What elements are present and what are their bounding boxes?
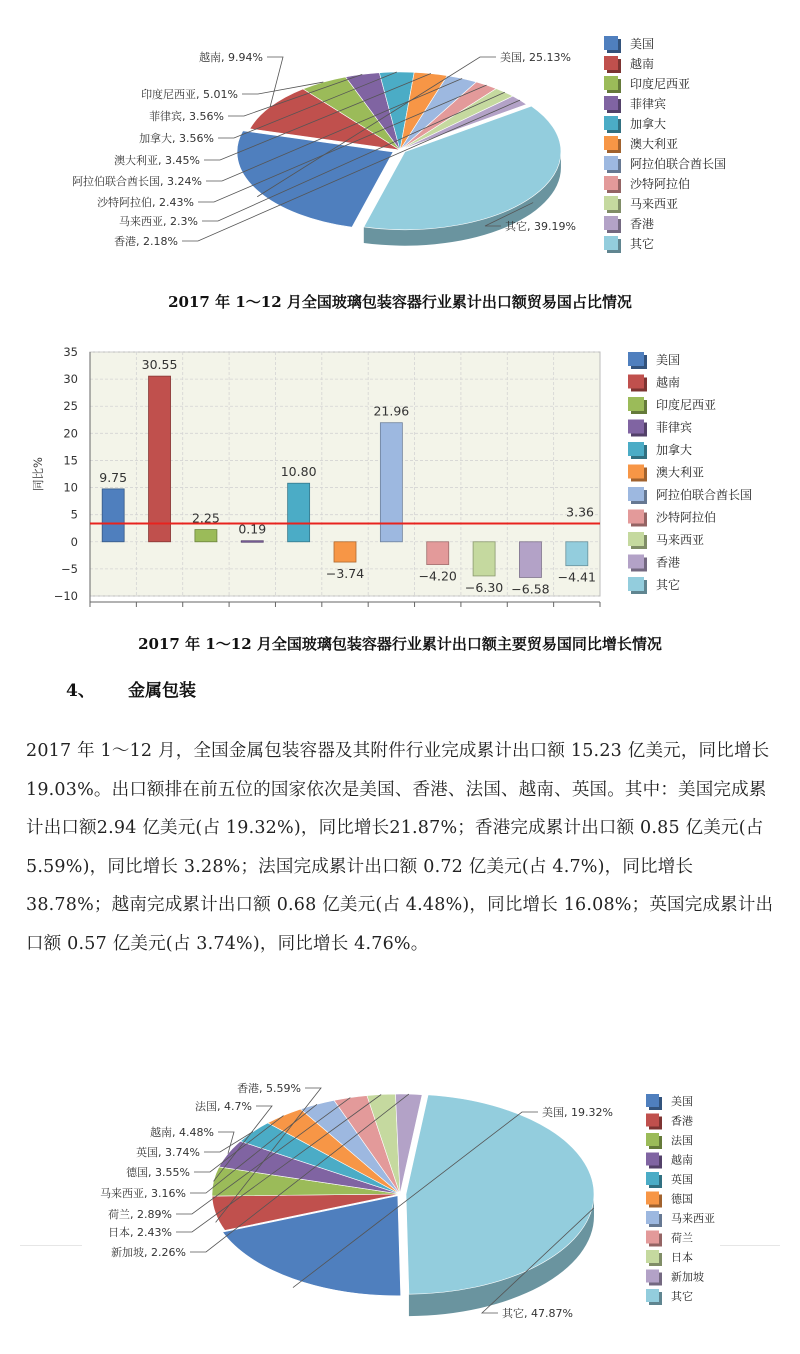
pie-label: 越南, 4.48% [150,1126,214,1139]
y-tick-label: 35 [63,345,78,359]
legend-swatch-日本 [646,1250,659,1263]
pie-label: 马来西亚, 2.3% [119,215,198,228]
bar-澳大利亚 [334,542,356,562]
y-axis-label: 同比% [31,457,45,491]
section-heading [66,676,196,701]
legend-swatch-马来西亚 [604,196,618,210]
pie-tops [212,1094,594,1296]
legend-item-越南: 越南 [630,57,655,71]
legend-swatch-香港 [646,1114,659,1127]
legend-item-马来西亚: 马来西亚 [630,197,679,211]
legend-swatch-荷兰 [646,1231,659,1244]
legend-swatch-加拿大 [628,442,644,456]
pie-label: 美国, 19.32% [542,1106,613,1119]
pie-label: 英国, 3.74% [136,1146,200,1159]
legend-swatch-越南 [628,375,644,389]
legend-item-日本: 日本 [671,1251,693,1264]
legend-swatch-其它 [646,1289,659,1302]
legend-item-德国: 德国 [671,1192,693,1206]
legend-swatch-阿拉伯联合酋长国 [628,487,644,501]
y-tick-label: −5 [61,561,78,576]
legend-item-其它: 其它 [630,237,655,251]
legend-item-加拿大: 加拿大 [630,117,667,131]
legend-item-美国: 美国 [671,1095,693,1108]
legend-item-越南: 越南 [656,375,681,390]
legend-swatch-英国 [646,1172,659,1185]
pie-label: 香港, 2.18% [114,235,178,248]
pie-tops [237,72,561,230]
pie-chart-glass-export-share [0,20,800,282]
y-tick-label: 15 [63,453,78,468]
bar-value-label: 21.96 [373,403,410,419]
legend-item-越南: 越南 [671,1153,693,1167]
bar-菲律宾 [241,541,263,543]
pie-label: 马来西亚, 3.16% [100,1187,186,1200]
legend-item-香港: 香港 [656,555,681,570]
legend-item-香港: 香港 [630,217,655,231]
legend-swatch-香港 [604,216,618,230]
legend-swatch-美国 [646,1094,659,1107]
average-reference-label: 3.36 [566,504,594,520]
pie-label: 荷兰, 2.89% [108,1208,172,1221]
legend-swatch-新加坡 [646,1270,659,1283]
legend-swatch-其它 [628,577,644,591]
section-title: 金属包装 [128,681,196,701]
pie-label: 美国, 25.13% [500,51,571,64]
legend-item-英国: 英国 [671,1173,693,1186]
bar-美国 [102,489,124,542]
pie-label: 法国, 4.7% [195,1100,252,1113]
legend-item-菲律宾: 菲律宾 [656,420,693,435]
legend-swatch-其它 [604,236,618,250]
legend-item-加拿大: 加拿大 [656,443,693,457]
legend-item-美国: 美国 [630,37,655,51]
pie-label: 印度尼西亚, 5.01% [141,88,238,101]
legend-swatch-马来西亚 [628,532,644,546]
legend-item-阿拉伯联合酋长国: 阿拉伯联合酋长国 [630,157,727,171]
bar-value-label: −4.20 [418,568,457,584]
pie-label: 菲律宾, 3.56% [149,110,224,123]
bar-value-label: −6.58 [511,581,550,597]
legend-swatch-澳大利亚 [604,136,618,150]
pie-2-legend [646,1094,715,1305]
legend-item-沙特阿拉伯: 沙特阿拉伯 [656,510,717,525]
y-tick-label: −10 [53,589,78,603]
legend-swatch-加拿大 [604,116,618,130]
legend-swatch-美国 [604,36,618,50]
legend-swatch-法国 [646,1133,659,1146]
legend-item-菲律宾: 菲律宾 [630,97,667,111]
bar-value-label: 9.75 [99,469,128,485]
legend-item-马来西亚: 马来西亚 [656,533,705,547]
legend-swatch-印度尼西亚 [628,397,644,411]
legend-swatch-美国 [628,352,644,366]
bar-印度尼西亚 [195,530,217,542]
bar-value-label: −3.74 [325,566,365,582]
bar-其它 [566,542,588,566]
bar-chart-caption: 2017 年 1～12 月全国玻璃包装容器行业累计出口额主要贸易国同比增长情况 [138,635,662,653]
pie-label: 日本, 2.43% [108,1226,172,1239]
legend-item-沙特阿拉伯: 沙特阿拉伯 [630,177,691,191]
legend-swatch-澳大利亚 [628,465,644,479]
legend-swatch-菲律宾 [604,96,618,110]
bar-chart-legend [628,352,752,594]
legend-swatch-沙特阿拉伯 [604,176,618,190]
legend-item-澳大利亚: 澳大利亚 [630,137,679,151]
y-tick-label: 25 [63,399,78,414]
pie-label: 新加坡, 2.26% [111,1246,186,1259]
legend-item-新加坡: 新加坡 [671,1270,704,1284]
legend-swatch-印度尼西亚 [604,76,618,90]
legend-item-美国: 美国 [656,353,681,367]
pie-label: 其它, 47.87% [502,1307,573,1320]
section-paragraph: 2017 年 1～12 月，全国金属包装容器及其附件行业完成累计出口额 15.23 亿美元，同比增长 19.03%。出口额排在前五位的国家依次是美国、香港、法国、越南、英国。其中：美国完成累计出口额2.94 亿美元(占 19.32%)，同比增长21.87%；香港完成累计出口额 0.85 亿美元(占 5.59%)，同比增长 3.28%；法国完成累计出口额 0.72 亿美元(占 4.7%)，同比增长 38.78%；越南完成累计出口额 0.68 亿美元(占 4.48%)，同比增长 16.08%；英国完成累计出口额 0.57 亿美元(占 3.74%)，同比增长 4.76%。 [26,741,774,954]
legend-swatch-越南 [604,56,618,70]
bar-value-label: 0.19 [238,521,267,537]
legend-item-马来西亚: 马来西亚 [671,1212,715,1225]
bar-马来西亚 [473,542,495,576]
bar-chart-glass-export-growth [0,338,800,620]
y-tick-label: 5 [70,507,78,522]
pie-label: 沙特阿拉伯, 2.43% [97,196,194,209]
legend-item-阿拉伯联合酋长国: 阿拉伯联合酋长国 [656,488,753,502]
legend-swatch-阿拉伯联合酋长国 [604,156,618,170]
pie-label: 德国, 3.55% [126,1166,190,1179]
pie-label: 香港, 5.59% [237,1082,301,1095]
legend-item-荷兰: 荷兰 [671,1231,693,1245]
y-tick-label: 10 [63,480,78,495]
pie-chart-1-caption: 2017 年 1～12 月全国玻璃包装容器行业累计出口额贸易国占比情况 [168,293,632,311]
bar-value-label: −6.30 [464,579,504,595]
legend-item-香港: 香港 [671,1114,693,1128]
bar-加拿大 [288,483,310,542]
legend-item-澳大利亚: 澳大利亚 [656,465,705,480]
legend-item-其它: 其它 [656,578,681,592]
legend-swatch-香港 [628,555,644,569]
legend-swatch-菲律宾 [628,420,644,434]
legend-swatch-沙特阿拉伯 [628,510,644,524]
bar-value-label: −4.41 [557,569,596,585]
legend-item-法国: 法国 [671,1134,693,1147]
pie-1-legend [604,36,726,253]
legend-swatch-马来西亚 [646,1211,659,1224]
pie-chart-metal-export-share [0,1070,800,1354]
legend-swatch-越南 [646,1153,659,1166]
pie-label: 其它, 39.19% [505,220,576,233]
bar-沙特阿拉伯 [427,542,449,565]
legend-swatch-德国 [646,1192,659,1205]
bar-越南 [149,376,171,542]
pie-label: 澳大利亚, 3.45% [114,154,200,167]
y-tick-label: 0 [70,534,78,549]
legend-item-印度尼西亚: 印度尼西亚 [630,77,691,91]
bar-value-label: 2.25 [191,510,220,526]
y-tick-label: 30 [63,372,78,387]
pie-label: 越南, 9.94% [199,51,263,64]
pie-leader-line [267,57,283,107]
legend-item-印度尼西亚: 印度尼西亚 [656,398,717,412]
section-number: 4、 [66,681,95,701]
pie-label: 加拿大, 3.56% [139,132,214,145]
legend-item-其它: 其它 [671,1290,693,1303]
bar-value-label: 30.55 [141,357,178,373]
bar-香港 [519,542,541,578]
bar-value-label: 10.80 [280,464,317,480]
pie-label: 阿拉伯联合酋长国, 3.24% [72,175,202,188]
y-tick-label: 20 [63,426,78,441]
